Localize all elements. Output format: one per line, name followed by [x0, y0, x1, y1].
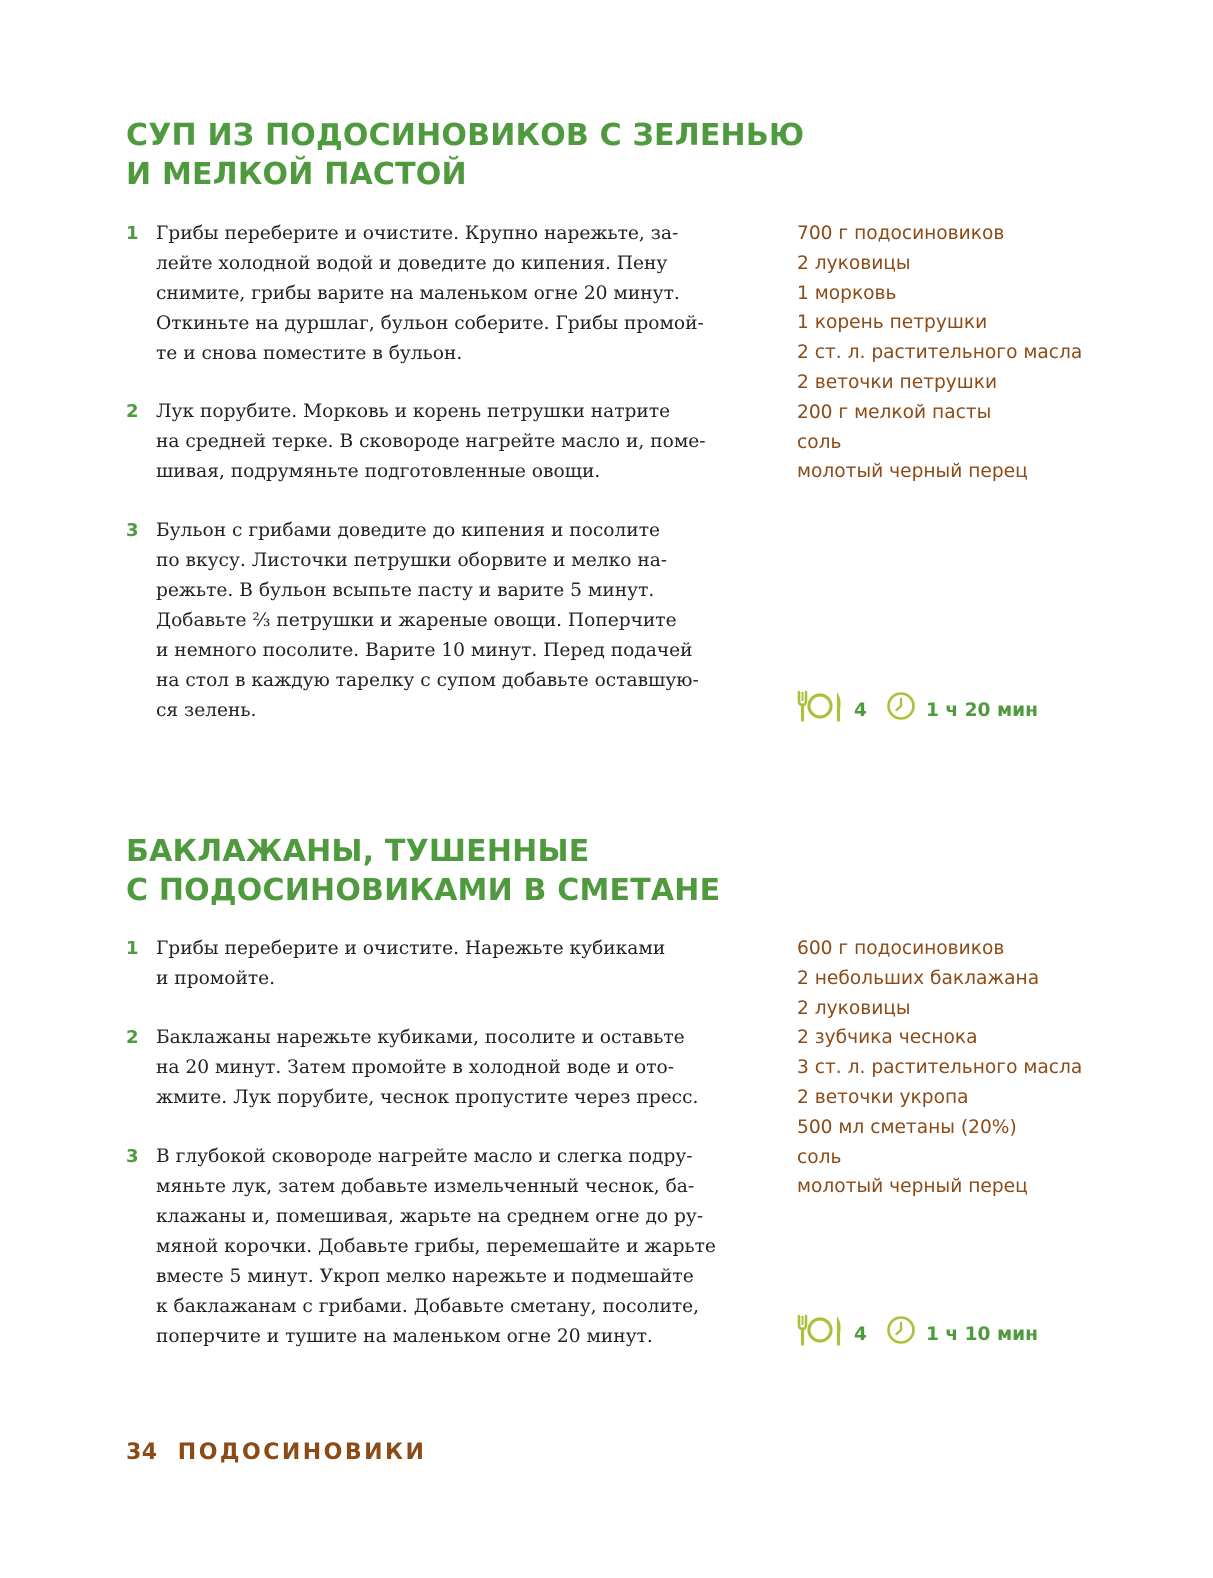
- step-line: на 20 минут. Затем промойте в холодной воде и ото-: [156, 1057, 675, 1078]
- step-line: Добавьте ⅔ петрушки и жареные овощи. Поперчите: [156, 610, 677, 631]
- ingredient-item: 2 зубчика чеснока: [797, 1027, 978, 1049]
- step-number: 3: [126, 520, 139, 541]
- step-line: и немного посолите. Варите 10 минут. Перед подачей: [156, 640, 693, 661]
- title-line: С ПОДОСИНОВИКАМИ В СМЕТАНЕ: [126, 873, 721, 908]
- recipe-title: [126, 832, 720, 910]
- step-line: мяньте лук, затем добавьте измельченный чеснок, ба-: [156, 1176, 695, 1197]
- step-line: к баклажанам с грибами. Добавьте сметану, посолите,: [156, 1296, 700, 1317]
- ingredients-list: [797, 934, 1082, 1202]
- step-line: Бульон с грибами доведите до кипения и посолите: [156, 520, 660, 541]
- title-line: БАКЛАЖАНЫ, ТУШЕННЫЕ: [126, 834, 590, 869]
- step-line: шивая, подрумяньте подготовленные овощи.: [156, 461, 601, 482]
- plate-fork-knife-icon: [797, 690, 845, 722]
- step-line: Лук порубите. Морковь и корень петрушки натрите: [156, 401, 671, 422]
- step-text: [156, 1023, 698, 1113]
- step-number: 2: [126, 401, 139, 422]
- step-line: лейте холодной водой и доведите до кипения. Пену: [156, 253, 668, 274]
- step-line: клажаны и, помешивая, жарьте на среднем огне до ру-: [156, 1206, 704, 1227]
- ingredient-item: 2 луковицы: [797, 252, 911, 274]
- ingredient-item: 2 веточки укропа: [797, 1086, 969, 1108]
- plate-fork-knife-icon: [797, 1314, 845, 1346]
- recipe-meta: [797, 1312, 1038, 1346]
- ingredient-item: соль: [797, 1146, 842, 1168]
- ingredient-item: 700 г подосиновиков: [797, 223, 1005, 244]
- recipe-meta: [797, 688, 1038, 722]
- clock-icon: [886, 691, 916, 721]
- recipe-title: [126, 116, 804, 194]
- step-line: жмите. Лук порубите, чеснок пропустите через пресс.: [156, 1087, 699, 1108]
- ingredient-item: 1 корень петрушки: [797, 312, 988, 334]
- servings-count: 4: [854, 1324, 867, 1345]
- step-line: мяной корочки. Добавьте грибы, перемешайте и жарьте: [156, 1236, 716, 1257]
- cooking-time: 1 ч 10 мин: [925, 1324, 1039, 1345]
- step-line: на стол в каждую тарелку с супом добавьте оставшую-: [156, 670, 699, 691]
- ingredient-item: 600 г подосиновиков: [797, 938, 1005, 959]
- page-number: 34: [126, 1440, 158, 1465]
- ingredient-item: молотый черный перец: [797, 461, 1028, 483]
- step-text: [156, 219, 704, 369]
- step-line: снимите, грибы варите на маленьком огне 20 минут.: [156, 283, 680, 304]
- ingredient-item: 2 ст. л. растительного масла: [797, 342, 1083, 364]
- ingredient-item: 1 морковь: [797, 282, 897, 304]
- cooking-time: 1 ч 20 мин: [925, 700, 1039, 721]
- step-line: вместе 5 минут. Укроп мелко нарежьте и подмешайте: [156, 1266, 694, 1287]
- step-line: по вкусу. Листочки петрушки оборвите и мелко на-: [156, 550, 668, 571]
- ingredient-item: молотый черный перец: [797, 1176, 1028, 1198]
- page-footer: [126, 1437, 426, 1469]
- step-line: Откиньте на дуршлаг, бульон соберите. Грибы промой-: [156, 313, 704, 334]
- ingredient-item: 2 небольших баклажана: [797, 967, 1040, 989]
- step-text: [156, 397, 706, 487]
- step-line: те и снова поместите в бульон.: [156, 343, 463, 364]
- section-name: ПОДОСИНОВИКИ: [177, 1440, 427, 1465]
- ingredient-item: 200 г мелкой пасты: [797, 401, 992, 423]
- step-line: и промойте.: [156, 968, 276, 989]
- ingredient-item: 3 ст. л. растительного масла: [797, 1057, 1083, 1079]
- step-line: режьте. В бульон всыпьте пасту и варите 5 минут.: [156, 580, 655, 601]
- step-text: [156, 516, 699, 726]
- step-line: поперчите и тушите на маленьком огне 20 минут.: [156, 1326, 653, 1347]
- step-text: [156, 934, 665, 994]
- step-line: В глубокой сковороде нагрейте масло и слегка подру-: [156, 1146, 693, 1167]
- title-line: И МЕЛКОЙ ПАСТОЙ: [126, 157, 467, 192]
- ingredient-item: 2 веточки петрушки: [797, 371, 998, 393]
- ingredient-item: 500 мл сметаны (20%): [797, 1116, 1017, 1138]
- step-number: 3: [126, 1146, 139, 1167]
- step-number: 1: [126, 223, 139, 244]
- step-line: Баклажаны нарежьте кубиками, посолите и оставьте: [156, 1027, 685, 1048]
- step-line: Грибы переберите и очистите. Крупно нарежьте, за-: [156, 223, 679, 244]
- ingredient-item: соль: [797, 431, 842, 453]
- ingredients-list: [797, 219, 1082, 487]
- step-text: [156, 1142, 716, 1352]
- servings-count: 4: [854, 700, 867, 721]
- step-line: ся зелень.: [156, 700, 257, 721]
- step-number: 2: [126, 1027, 139, 1048]
- clock-icon: [886, 1315, 916, 1345]
- step-line: Грибы переберите и очистите. Нарежьте кубиками: [156, 938, 666, 959]
- step-number: 1: [126, 938, 139, 959]
- step-line: на средней терке. В сковороде нагрейте масло и, поме-: [156, 431, 706, 452]
- title-line: СУП ИЗ ПОДОСИНОВИКОВ С ЗЕЛЕНЬЮ: [126, 118, 805, 153]
- ingredient-item: 2 луковицы: [797, 997, 911, 1019]
